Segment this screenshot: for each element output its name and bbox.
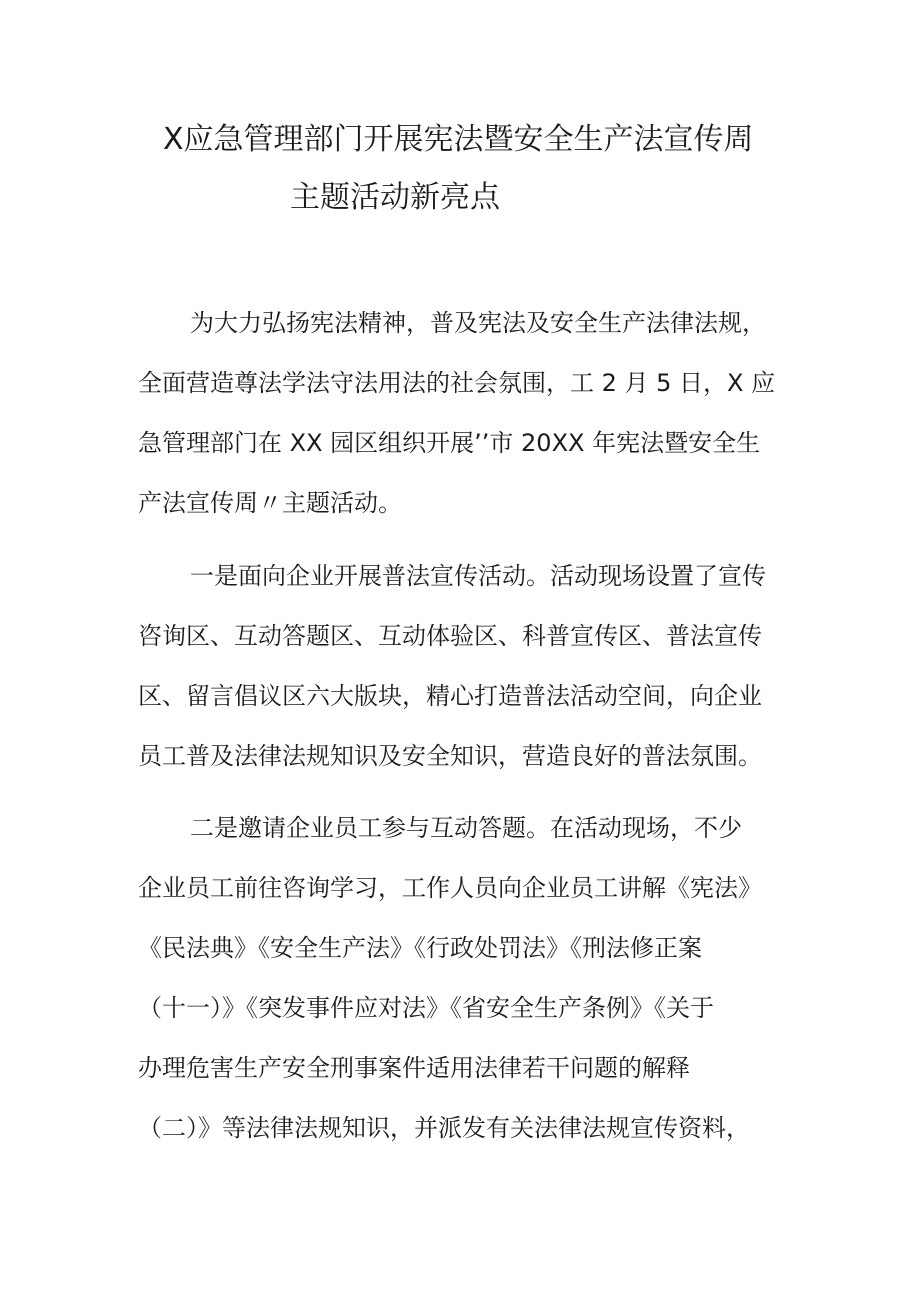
- paragraph-line: 员工普及法律法规知识及安全知识，营造良好的普法氛围。: [138, 742, 762, 770]
- paragraph-line: 咨询区、互动答题区、互动体验区、科普宣传区、普法宣传: [138, 622, 762, 650]
- paragraph-line: 急管理部门在 XX 园区组织开展’’市 20XX 年宪法暨安全生: [138, 429, 761, 457]
- paragraph-line: 办理危害生产安全刑事案件适用法律若干问题的解释: [138, 1054, 690, 1082]
- paragraph-line: 为大力弘扬宪法精神，普及宪法及安全生产法律法规，: [190, 309, 766, 337]
- paragraph-second-point: [138, 798, 788, 1158]
- paragraph-first-point: [138, 546, 788, 786]
- document-title-line-2: 主题活动新亮点: [290, 180, 500, 215]
- paragraph-line: （二）》等法律法规知识，并派发有关法律法规宣传资料，: [138, 1114, 750, 1142]
- paragraph-line: 企业员工前往咨询学习，工作人员向企业员工讲解《宪法》: [138, 874, 762, 902]
- paragraph-line: 一是面向企业开展普法宣传活动。活动现场设置了宣传: [190, 562, 766, 590]
- paragraph-line: 全面营造尊法学法守法用法的社会氛围，工 2 月 5 日，X 应: [138, 369, 776, 397]
- paragraph-line: （十一）》《突发事件应对法》《省安全生产条例》《关于: [138, 994, 714, 1022]
- document-title-line-1: X应急管理部门开展宪法暨安全生产法宣传周: [163, 122, 754, 157]
- paragraph-line: 区、留言倡议区六大版块，精心打造普法活动空间，向企业: [138, 682, 762, 710]
- paragraph-line: 《民法典》《安全生产法》《行政处罚法》《刑法修正案: [138, 934, 702, 962]
- paragraph-line: 二是邀请企业员工参与互动答题。在活动现场，不少: [190, 814, 742, 842]
- paragraph-line: 产法宣传周〃主题活动。: [138, 489, 402, 517]
- paragraph-intro: [138, 293, 788, 533]
